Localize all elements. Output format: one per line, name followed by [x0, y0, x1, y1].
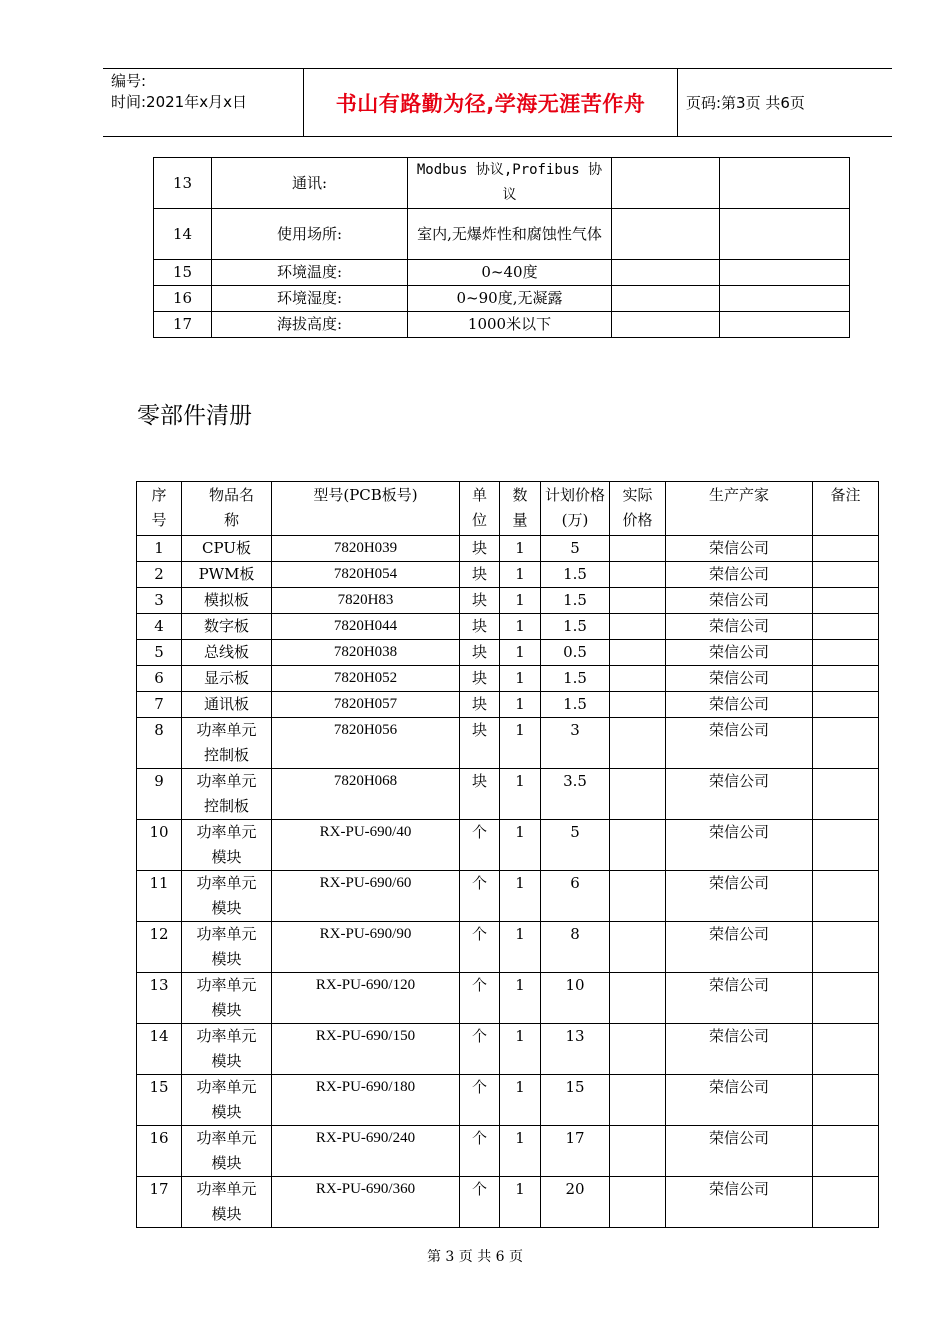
part-name: 数字板	[182, 614, 272, 640]
part-unit: 个	[460, 820, 500, 871]
part-qty: 1	[500, 1075, 541, 1126]
part-plan-price: 8	[541, 922, 610, 973]
table-header-row	[137, 482, 879, 536]
part-note	[813, 562, 879, 588]
part-plan-price: 15	[541, 1075, 610, 1126]
part-note	[813, 1177, 879, 1228]
part-qty: 1	[500, 666, 541, 692]
part-model: 7820H068	[272, 769, 460, 820]
col-header-unit: 单位	[460, 482, 500, 536]
part-plan-price: 20	[541, 1177, 610, 1228]
part-maker: 荣信公司	[666, 718, 813, 769]
part-model: 7820H039	[272, 536, 460, 562]
part-name: 功率单元控制板	[182, 718, 272, 769]
spec-no: 15	[154, 260, 212, 286]
spec-cell-empty	[720, 209, 850, 260]
header-motto: 书山有路勤为径,学海无涯苦作舟	[335, 91, 646, 116]
part-maker: 荣信公司	[666, 922, 813, 973]
part-name: 总线板	[182, 640, 272, 666]
table-row	[154, 209, 850, 260]
part-unit: 个	[460, 973, 500, 1024]
table-row	[154, 286, 850, 312]
col-header-no: 序号	[137, 482, 182, 536]
part-no: 9	[137, 769, 182, 820]
col-header-maker: 生产产家	[666, 482, 813, 536]
part-actual-price	[610, 769, 666, 820]
spec-cell-empty	[720, 312, 850, 338]
spec-cell-empty	[612, 158, 720, 209]
table-row	[154, 260, 850, 286]
part-name: 功率单元模块	[182, 871, 272, 922]
part-no: 2	[137, 562, 182, 588]
part-maker: 荣信公司	[666, 588, 813, 614]
part-qty: 1	[500, 588, 541, 614]
part-model: RX-PU-690/360	[272, 1177, 460, 1228]
spec-value: 0~40度	[408, 260, 612, 286]
part-qty: 1	[500, 769, 541, 820]
part-maker: 荣信公司	[666, 1177, 813, 1228]
part-plan-price: 5	[541, 820, 610, 871]
part-actual-price	[610, 922, 666, 973]
part-model: 7820H044	[272, 614, 460, 640]
part-model: RX-PU-690/120	[272, 973, 460, 1024]
part-name: PWM板	[182, 562, 272, 588]
part-actual-price	[610, 666, 666, 692]
table-row	[154, 312, 850, 338]
part-qty: 1	[500, 871, 541, 922]
part-plan-price: 1.5	[541, 666, 610, 692]
page-footer: 第 3 页 共 6 页	[426, 1249, 524, 1265]
part-note	[813, 536, 879, 562]
parts-table	[136, 481, 879, 1228]
part-plan-price: 3	[541, 718, 610, 769]
header-meta	[111, 71, 303, 113]
part-qty: 1	[500, 1024, 541, 1075]
part-model: RX-PU-690/60	[272, 871, 460, 922]
part-actual-price	[610, 1024, 666, 1075]
part-qty: 1	[500, 536, 541, 562]
document-number-label: 编号:	[111, 72, 147, 90]
spec-cell-empty	[720, 260, 850, 286]
part-note	[813, 614, 879, 640]
part-no: 11	[137, 871, 182, 922]
part-no: 15	[137, 1075, 182, 1126]
table-row	[137, 614, 879, 640]
part-note	[813, 973, 879, 1024]
spec-value: 1000米以下	[408, 312, 612, 338]
part-name: 功率单元控制板	[182, 769, 272, 820]
table-row	[137, 718, 879, 769]
part-maker: 荣信公司	[666, 1126, 813, 1177]
spec-no: 16	[154, 286, 212, 312]
part-actual-price	[610, 1177, 666, 1228]
part-note	[813, 1126, 879, 1177]
part-name: 功率单元模块	[182, 1177, 272, 1228]
part-model: 7820H038	[272, 640, 460, 666]
col-header-plan-price: 计划价格(万)	[541, 482, 610, 536]
table-row	[137, 692, 879, 718]
part-maker: 荣信公司	[666, 973, 813, 1024]
header-divider	[677, 69, 678, 136]
spec-value: 0~90度,无凝露	[408, 286, 612, 312]
table-row	[137, 1075, 879, 1126]
part-qty: 1	[500, 562, 541, 588]
part-qty: 1	[500, 614, 541, 640]
part-maker: 荣信公司	[666, 562, 813, 588]
part-plan-price: 3.5	[541, 769, 610, 820]
part-unit: 个	[460, 922, 500, 973]
table-row	[154, 158, 850, 209]
col-header-actual-price: 实际价格	[610, 482, 666, 536]
page-header	[103, 68, 892, 137]
col-header-model: 型号(PCB板号)	[272, 482, 460, 536]
part-qty: 1	[500, 640, 541, 666]
part-plan-price: 1.5	[541, 614, 610, 640]
spec-cell-empty	[720, 286, 850, 312]
part-plan-price: 13	[541, 1024, 610, 1075]
part-model: 7820H83	[272, 588, 460, 614]
part-plan-price: 1.5	[541, 562, 610, 588]
part-unit: 块	[460, 536, 500, 562]
part-model: RX-PU-690/40	[272, 820, 460, 871]
section-title: 零部件清册	[137, 403, 252, 429]
part-no: 5	[137, 640, 182, 666]
part-model: RX-PU-690/150	[272, 1024, 460, 1075]
part-unit: 块	[460, 562, 500, 588]
table-row	[137, 820, 879, 871]
table-row	[137, 588, 879, 614]
table-row	[137, 1024, 879, 1075]
part-maker: 荣信公司	[666, 1024, 813, 1075]
part-note	[813, 666, 879, 692]
part-actual-price	[610, 718, 666, 769]
part-note	[813, 588, 879, 614]
part-qty: 1	[500, 718, 541, 769]
spec-item: 海拔高度:	[212, 312, 408, 338]
part-unit: 块	[460, 692, 500, 718]
part-unit: 个	[460, 1177, 500, 1228]
part-qty: 1	[500, 1126, 541, 1177]
part-name: 通讯板	[182, 692, 272, 718]
spec-table	[153, 157, 850, 338]
part-actual-price	[610, 692, 666, 718]
part-unit: 块	[460, 666, 500, 692]
part-no: 6	[137, 666, 182, 692]
part-maker: 荣信公司	[666, 666, 813, 692]
part-actual-price	[610, 820, 666, 871]
part-note	[813, 718, 879, 769]
part-actual-price	[610, 614, 666, 640]
part-note	[813, 820, 879, 871]
part-qty: 1	[500, 973, 541, 1024]
part-name: 功率单元模块	[182, 922, 272, 973]
table-row	[137, 922, 879, 973]
table-row	[137, 769, 879, 820]
col-header-note: 备注	[813, 482, 879, 536]
col-header-name: 物品名称	[182, 482, 272, 536]
part-note	[813, 922, 879, 973]
part-note	[813, 640, 879, 666]
part-no: 12	[137, 922, 182, 973]
part-maker: 荣信公司	[666, 692, 813, 718]
header-page-info: 页码:第3页 共6页	[686, 94, 805, 112]
part-name: CPU板	[182, 536, 272, 562]
spec-item: 通讯:	[212, 158, 408, 209]
part-model: 7820H052	[272, 666, 460, 692]
part-actual-price	[610, 562, 666, 588]
part-plan-price: 10	[541, 973, 610, 1024]
table-row	[137, 640, 879, 666]
part-unit: 个	[460, 1024, 500, 1075]
spec-no: 14	[154, 209, 212, 260]
table-row	[137, 871, 879, 922]
spec-value: Modbus 协议,Profibus 协议	[408, 158, 612, 209]
part-model: 7820H057	[272, 692, 460, 718]
part-no: 14	[137, 1024, 182, 1075]
spec-item: 使用场所:	[212, 209, 408, 260]
part-maker: 荣信公司	[666, 769, 813, 820]
table-row	[137, 562, 879, 588]
part-unit: 块	[460, 718, 500, 769]
part-plan-price: 1.5	[541, 588, 610, 614]
part-actual-price	[610, 640, 666, 666]
part-no: 17	[137, 1177, 182, 1228]
part-model: RX-PU-690/90	[272, 922, 460, 973]
part-no: 10	[137, 820, 182, 871]
part-name: 功率单元模块	[182, 820, 272, 871]
part-maker: 荣信公司	[666, 614, 813, 640]
part-unit: 个	[460, 1075, 500, 1126]
table-row	[137, 1177, 879, 1228]
spec-cell-empty	[612, 209, 720, 260]
part-no: 8	[137, 718, 182, 769]
part-plan-price: 17	[541, 1126, 610, 1177]
part-name: 功率单元模块	[182, 1075, 272, 1126]
table-row	[137, 973, 879, 1024]
part-actual-price	[610, 1126, 666, 1177]
document-date: 时间:2021年x月x日	[111, 93, 247, 111]
part-note	[813, 871, 879, 922]
spec-cell-empty	[612, 260, 720, 286]
spec-cell-empty	[720, 158, 850, 209]
part-no: 1	[137, 536, 182, 562]
part-name: 功率单元模块	[182, 1126, 272, 1177]
part-actual-price	[610, 1075, 666, 1126]
part-qty: 1	[500, 820, 541, 871]
col-header-qty: 数量	[500, 482, 541, 536]
table-row	[137, 536, 879, 562]
part-unit: 个	[460, 1126, 500, 1177]
part-actual-price	[610, 588, 666, 614]
part-no: 16	[137, 1126, 182, 1177]
part-model: 7820H054	[272, 562, 460, 588]
spec-item: 环境温度:	[212, 260, 408, 286]
part-plan-price: 5	[541, 536, 610, 562]
part-plan-price: 6	[541, 871, 610, 922]
spec-cell-empty	[612, 286, 720, 312]
spec-item: 环境湿度:	[212, 286, 408, 312]
part-name: 模拟板	[182, 588, 272, 614]
part-unit: 块	[460, 769, 500, 820]
part-unit: 个	[460, 871, 500, 922]
table-row	[137, 1126, 879, 1177]
part-actual-price	[610, 536, 666, 562]
part-model: RX-PU-690/240	[272, 1126, 460, 1177]
part-maker: 荣信公司	[666, 1075, 813, 1126]
part-note	[813, 1075, 879, 1126]
part-name: 显示板	[182, 666, 272, 692]
part-no: 13	[137, 973, 182, 1024]
part-qty: 1	[500, 922, 541, 973]
part-qty: 1	[500, 1177, 541, 1228]
part-unit: 块	[460, 640, 500, 666]
part-note	[813, 769, 879, 820]
part-maker: 荣信公司	[666, 640, 813, 666]
parts-table-body	[137, 536, 879, 1228]
part-no: 4	[137, 614, 182, 640]
part-note	[813, 692, 879, 718]
part-maker: 荣信公司	[666, 820, 813, 871]
spec-value: 室内,无爆炸性和腐蚀性气体	[408, 209, 612, 260]
part-plan-price: 1.5	[541, 692, 610, 718]
table-row	[137, 666, 879, 692]
part-unit: 块	[460, 588, 500, 614]
part-actual-price	[610, 871, 666, 922]
part-actual-price	[610, 973, 666, 1024]
part-name: 功率单元模块	[182, 973, 272, 1024]
part-model: RX-PU-690/180	[272, 1075, 460, 1126]
part-no: 3	[137, 588, 182, 614]
part-no: 7	[137, 692, 182, 718]
part-maker: 荣信公司	[666, 536, 813, 562]
spec-no: 17	[154, 312, 212, 338]
part-note	[813, 1024, 879, 1075]
part-qty: 1	[500, 692, 541, 718]
part-plan-price: 0.5	[541, 640, 610, 666]
part-maker: 荣信公司	[666, 871, 813, 922]
part-name: 功率单元模块	[182, 1024, 272, 1075]
spec-cell-empty	[612, 312, 720, 338]
spec-no: 13	[154, 158, 212, 209]
part-unit: 块	[460, 614, 500, 640]
part-model: 7820H056	[272, 718, 460, 769]
